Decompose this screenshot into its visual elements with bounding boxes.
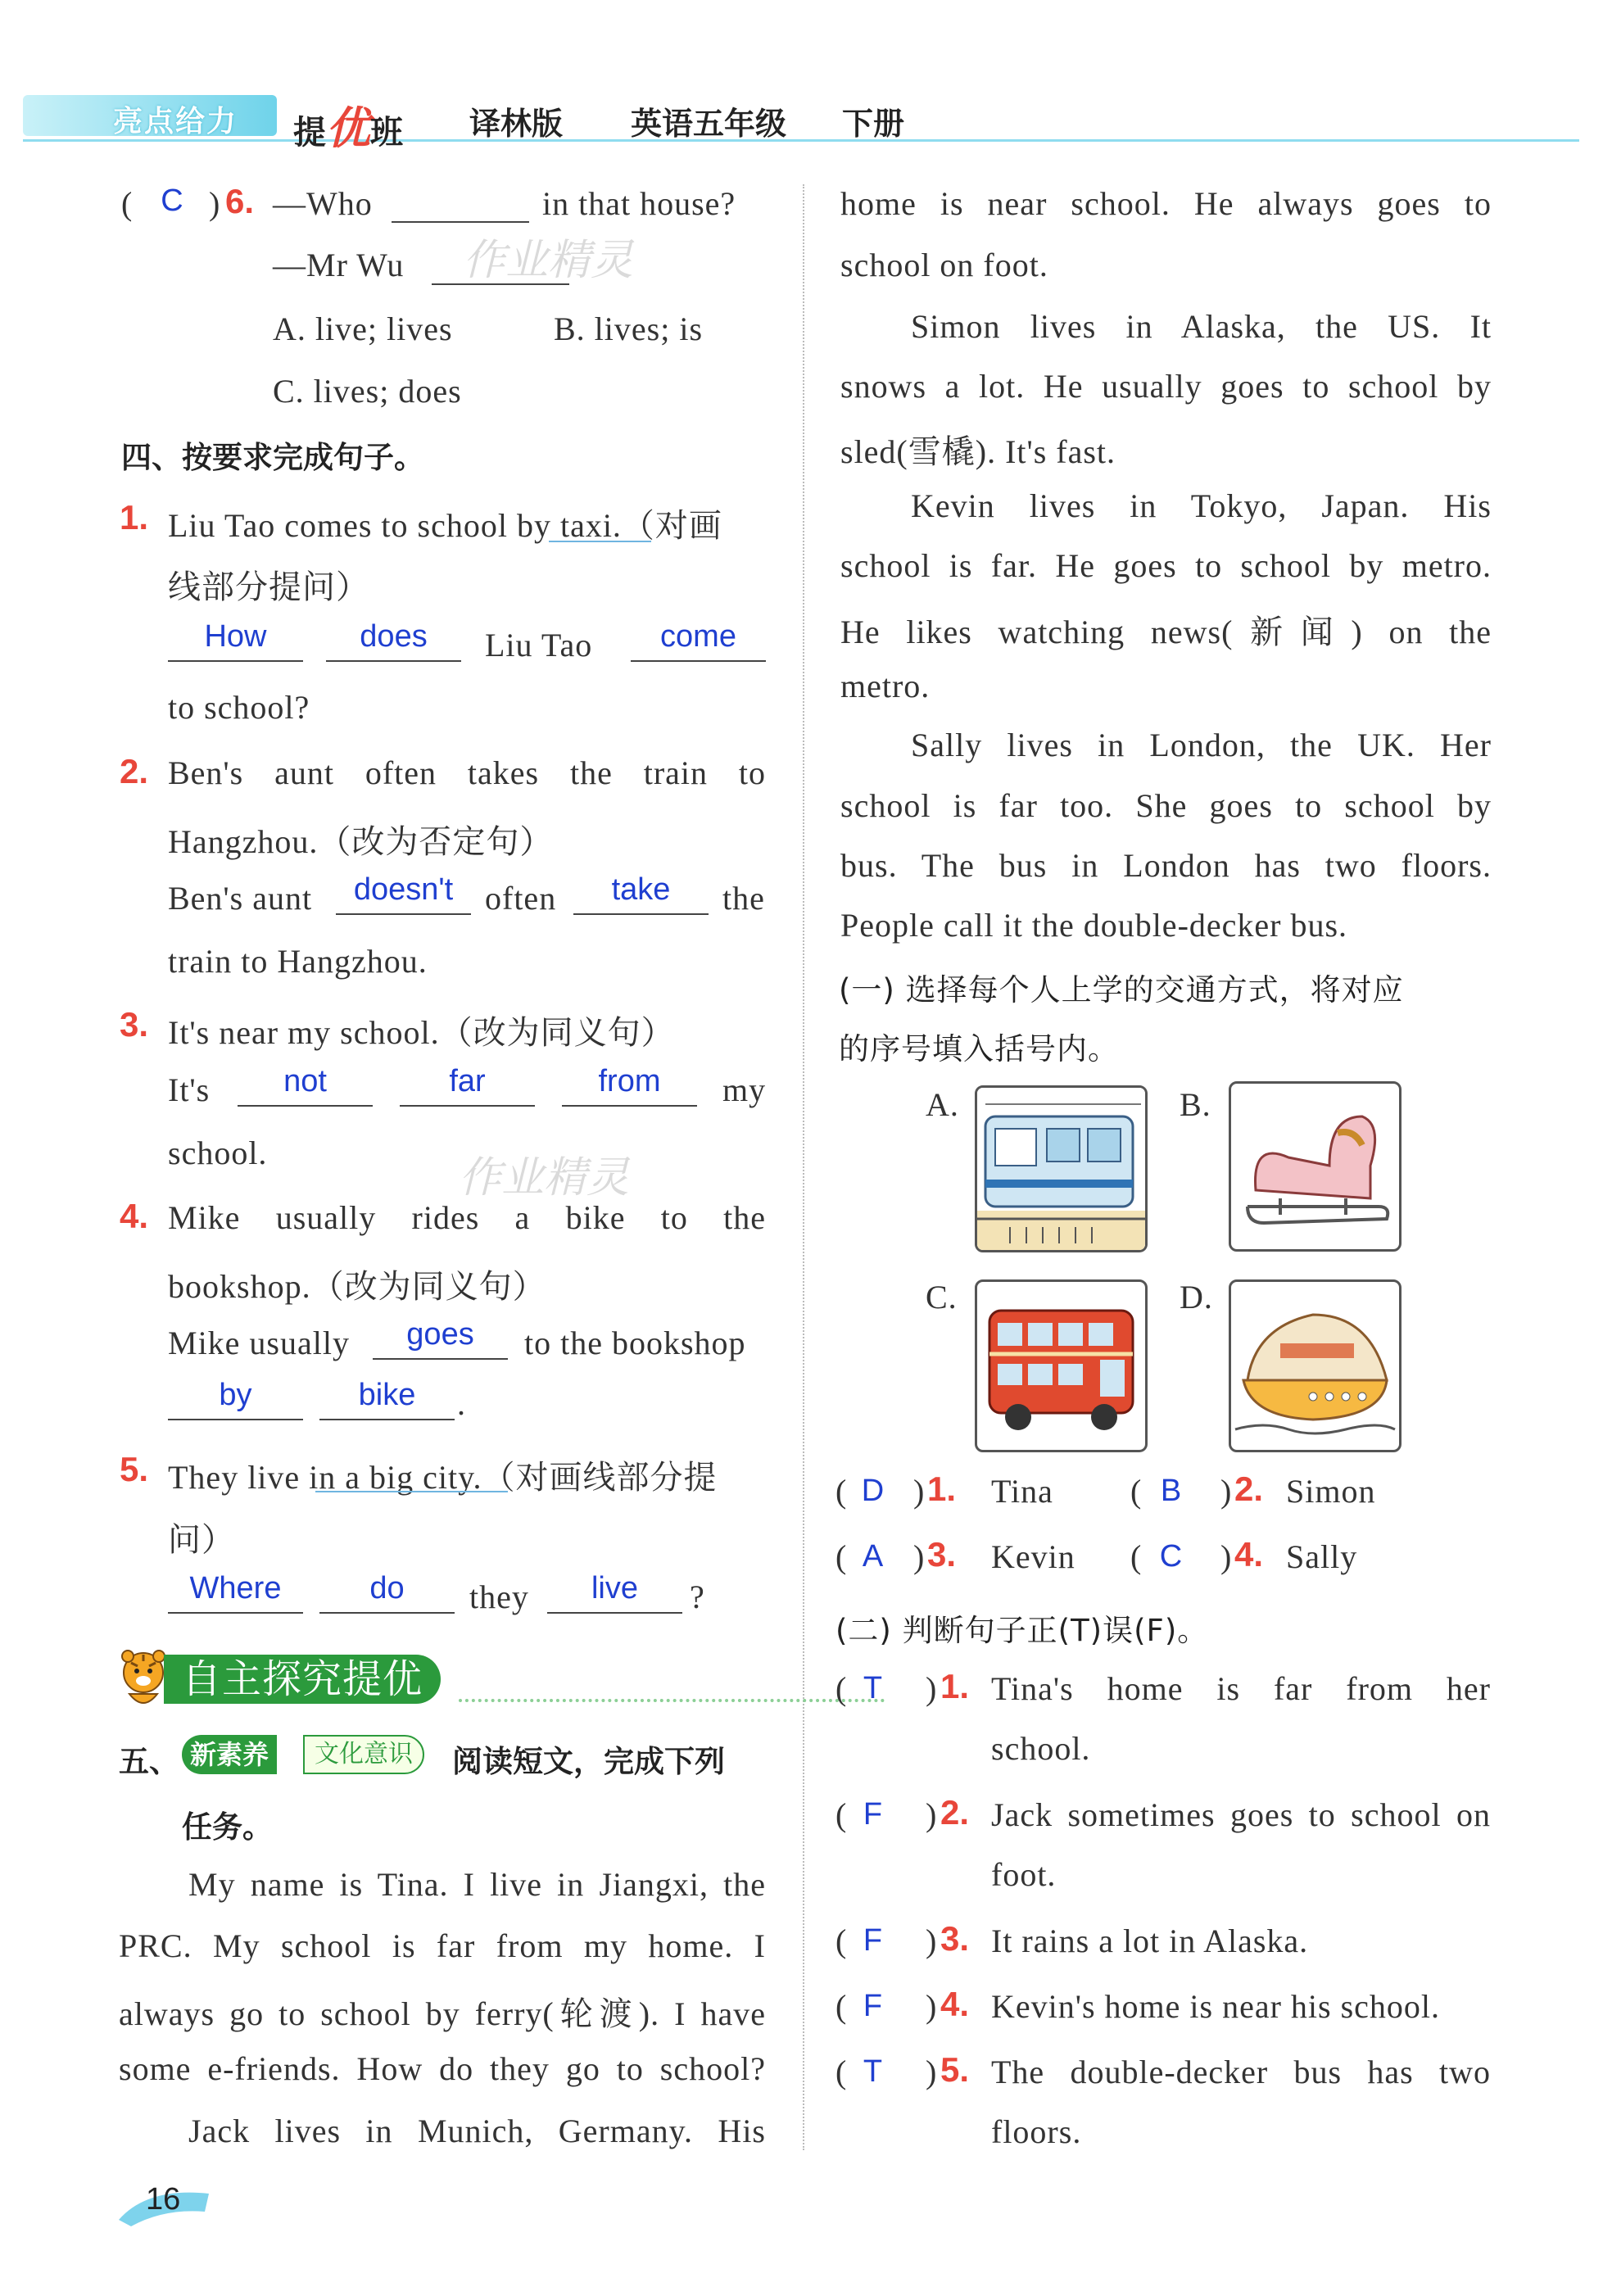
part1-title: (一) 选择每个人上学的交通方式，将对应 [839, 972, 1404, 1008]
passage-left-line-1: My name is Tina. I live in Jiangxi, the [188, 1866, 766, 1903]
picture-a-metro [975, 1085, 1148, 1252]
watermark-2: 作业精灵 [459, 1153, 630, 1202]
banner-title: 自主探究提优 [164, 1655, 441, 1704]
s4-q3-line1: It's near my school.（改为同义句） [168, 1014, 675, 1051]
passage-right-line-11: school is far too. She goes to school by [840, 787, 1492, 824]
part2-title: (二) 判断句子正(T)误(F)。 [835, 1613, 1209, 1648]
s4-q5-underline [315, 1491, 508, 1492]
part1-item-2: ( B ) 2. Simon [1130, 1470, 1376, 1510]
picture-b-sled [1229, 1081, 1401, 1252]
q6-number: 6. [225, 182, 255, 220]
part1-answer-2[interactable]: B [1160, 1474, 1182, 1508]
s4-q2-line1: Ben's aunt often takes the train to [168, 754, 766, 791]
s4-q2-answer-1[interactable]: doesn't [336, 872, 471, 915]
page-number-badge: 16 [115, 2179, 213, 2228]
passage-left-line-4: some e-friends. How do they go to school? [119, 2050, 766, 2087]
s4-q5-answer-3[interactable]: live [547, 1571, 682, 1614]
part2-item-2: ( F ) 2. Jack sometimes goes to school on foot. [835, 1793, 1491, 1893]
q6-line1: —Who [273, 185, 373, 222]
passage-right-line-8: He likes watching news(新闻) on the [840, 614, 1492, 650]
ferry-icon [1231, 1282, 1399, 1450]
part1-answer-3[interactable]: A [862, 1539, 884, 1574]
part2-answer-5[interactable]: T [863, 2054, 883, 2089]
section-banner [115, 1648, 770, 1714]
part2-answer-3[interactable]: F [863, 1923, 883, 1958]
s4-q3-answer-2[interactable]: far [400, 1064, 535, 1107]
q6-line2: —Mr Wu [273, 247, 405, 283]
section5-prefix: 五、 [119, 1744, 179, 1779]
s4-q1-underline [549, 541, 651, 542]
passage-left-line-2: PRC. My school is far from my home. I [119, 1927, 766, 1964]
part2-item-4: ( F ) 4. Kevin's home is near his school. [835, 1985, 1441, 2025]
s4-q3-answer-3[interactable]: from [562, 1064, 697, 1107]
brand-label: 亮点给力 [113, 105, 238, 138]
part2-item-1: ( T ) 1. Tina's home is far from her school. [835, 1667, 1491, 1767]
s4-q1-line1: Liu Tao comes to school by taxi.（对画 [168, 507, 722, 544]
q6-option-a: A. live; lives [273, 310, 453, 347]
part1-item-3: ( A ) 3. Kevin [835, 1535, 1075, 1575]
passage-right-line-9: metro. [840, 668, 931, 704]
s4-q5-answer-1[interactable]: Where [168, 1571, 303, 1614]
part2-answer-2[interactable]: F [863, 1797, 883, 1832]
passage-right-line-3: Simon lives in Alaska, the US. It [911, 308, 1492, 345]
section5-title: 阅读短文，完成下列 [452, 1744, 725, 1779]
q6-answer: C [161, 183, 183, 218]
q6-blank-1[interactable] [392, 221, 529, 223]
volume-label: 下册 [842, 106, 905, 142]
section4-title: 四、按要求完成句子。 [121, 440, 424, 475]
watermark-1: 作业精灵 [463, 236, 634, 285]
part2-answer-1[interactable]: T [863, 1671, 883, 1705]
passage-right-line-5: sled(雪橇). It's fast. [840, 433, 1116, 470]
passage-right-line-6: Kevin lives in Tokyo, Japan. His [911, 487, 1492, 524]
part1-item-1: ( D ) 1. Tina [835, 1470, 1053, 1510]
passage-right-line-4: snows a lot. He usually goes to school by [840, 368, 1492, 405]
column-divider [803, 184, 804, 2150]
s4-q5-answer-2[interactable]: do [319, 1571, 455, 1614]
part1-answer-1[interactable]: D [861, 1474, 885, 1508]
s4-q1-answer-2[interactable]: does [326, 619, 461, 662]
s4-q2-answer-2[interactable]: take [573, 872, 709, 915]
passage-right-line-13: People call it the double-decker bus. [840, 907, 1348, 944]
s4-q4-answer-1[interactable]: goes [373, 1317, 508, 1360]
series-title: 提优班 [293, 102, 403, 154]
passage-left-line-3: always go to school by ferry(轮渡). I have [119, 1995, 766, 2032]
edition-label: 译林版 [469, 106, 564, 142]
picture-c-bus [975, 1279, 1148, 1452]
passage-left-line-5: Jack lives in Munich, Germany. His [188, 2113, 766, 2149]
q6-option-b: B. lives; is [554, 310, 704, 347]
subject-label: 英语五年级 [631, 106, 787, 142]
workbook-page: 亮点给力 提优班 译林版 英语五年级 下册 ( C ) 6. —Who in that house? —Mr Wu A. live; lives B. lives; is C. lives; does 四、按要求完成句子。 1. Liu Tao comes to school by taxi.（对画 线部分提问） How does Liu Tao come to school? 2. Ben's aunt often takes the train to Hangzhou.（改为否定句） Ben's aunt doesn't often take the train to Hangzhou. 3. It's near my school.（改为同义句） It's not far from my school. 4. Mike usually rides a bike to the bookshop.（改为同义句） Mike usually goes to the bookshop by bike . 5. They live in a big city.（对画线部分提 问） Where do they live ? 自主探究提优 五、 新素养 文化意识 阅读短文，完成下列 任务。 My name is Tina. I live in Jiangxi, the PRC. My school is far from my home. I always go to school by ferry(轮渡). I have some e-friends. How do they go to school? Jack lives in Munich, Germany. His 16 home is near school. He always goes to school on foot. Simon lives in Alaska, the US. It snows a lot. He usually goes to school by sled(雪橇). It's fast. Kevin lives in Tokyo, Japan. His school is far. He goes to school by metro. He likes watching news(新闻) on the metro. Sally lives in London, the UK. Her school is far too. She goes to school by bus. The bus in London has two floors. People call it the double-decker bus. (一) 选择每个人上学的交通方式，将对应 的序号填入括号内。 A. B. C. D. ( D ) 1. Tina ( B ) 2. Simon ( A ) 3. Kevin ( C ) 4. Sally (二) 判断句子正(T)误(F)。 ( T ) 1. Tina's home is far from her school. ( F ) 2. Jack sometimes goes to school on foot. ( F ) 3. It rains a lot in Alaska. ( F ) 4. Kevin's home is near his school. ( T ) 5. The double-decker bus has two floors. 作业精灵 作业精灵 [0, 0, 1603, 2296]
q6-option-c: C. lives; does [273, 373, 462, 410]
section5-tag-new: 新素养 [182, 1735, 277, 1774]
s4-q4-line1: Mike usually rides a bike to the [168, 1199, 766, 1236]
sled-icon [1231, 1084, 1399, 1249]
picture-d-ferry [1229, 1279, 1401, 1452]
part2-item-5: ( T ) 5. The double-decker bus has two floors. [835, 2050, 1491, 2150]
passage-right-line-10: Sally lives in London, the UK. Her [911, 727, 1492, 763]
s4-q4-answer-3[interactable]: bike [319, 1378, 455, 1420]
passage-right-line-1: home is near school. He always goes to [840, 185, 1492, 222]
passage-right-line-2: school on foot. [840, 247, 1048, 283]
part2-item-3: ( F ) 3. It rains a lot in Alaska. [835, 1919, 1309, 1959]
passage-right-line-7: school is far. He goes to school by metro. [840, 547, 1492, 584]
q6-answer-row: ( [121, 185, 134, 222]
s4-q1-answer-3[interactable]: come [631, 619, 766, 662]
s4-q3-answer-1[interactable]: not [238, 1064, 373, 1107]
part1-item-4: ( C ) 4. Sally [1130, 1535, 1358, 1575]
header-bar [23, 90, 1579, 154]
s4-q4-answer-2[interactable]: by [168, 1378, 303, 1420]
part2-answer-4[interactable]: F [863, 1989, 883, 2023]
s4-q1-answer-1[interactable]: How [168, 619, 303, 662]
metro-train-icon [977, 1088, 1145, 1250]
s4-q5-line1: They live in a big city.（对画线部分提 [168, 1459, 718, 1496]
part1-answer-4[interactable]: C [1159, 1539, 1183, 1574]
double-decker-bus-icon [977, 1282, 1145, 1450]
section5-tag-culture: 文化意识 [303, 1735, 424, 1774]
passage-right-line-12: bus. The bus in London has two floors. [840, 847, 1492, 884]
